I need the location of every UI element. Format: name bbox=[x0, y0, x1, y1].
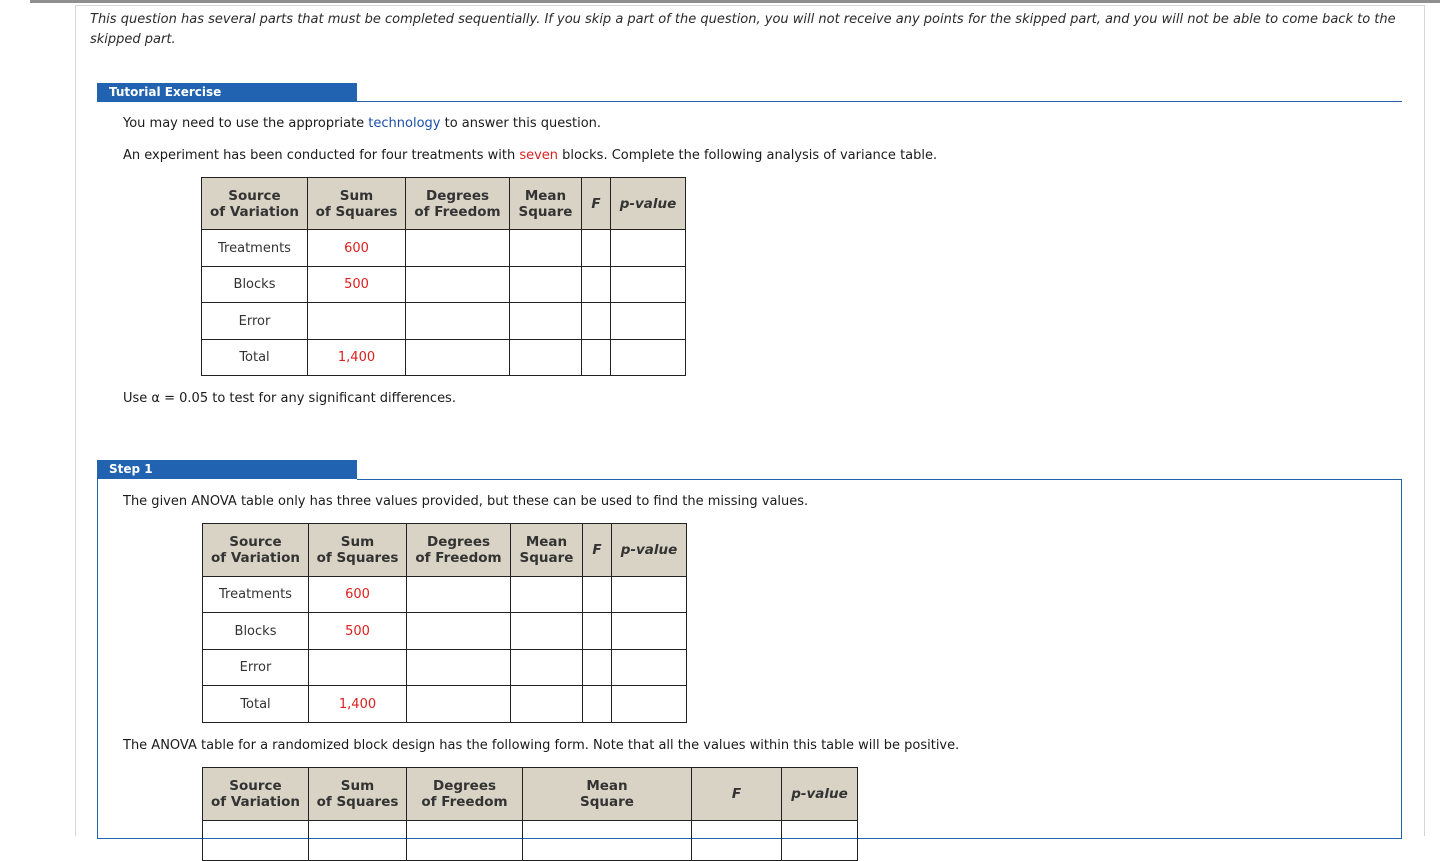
header-f: F bbox=[583, 524, 612, 577]
table-row bbox=[203, 821, 858, 861]
p-value-input[interactable] bbox=[611, 303, 686, 340]
problem-statement bbox=[123, 147, 937, 165]
row-source: Blocks bbox=[203, 613, 309, 650]
header-degrees-of-freedom: Degrees of Freedom bbox=[406, 178, 510, 230]
f-input[interactable] bbox=[583, 650, 612, 686]
ms-input[interactable] bbox=[510, 230, 582, 267]
problem-suffix: blocks. Complete the following analysis of variance table. bbox=[558, 148, 938, 163]
top-divider bbox=[30, 0, 1440, 3]
row-source: Treatments bbox=[202, 230, 308, 267]
row-ss: 600 bbox=[309, 577, 407, 613]
df-input[interactable] bbox=[407, 613, 511, 650]
row-ss: 600 bbox=[308, 230, 406, 267]
tutorial-exercise-tab: Tutorial Exercise bbox=[97, 83, 357, 102]
sequential-instructions: This question has several parts that must be completed sequentially. If you skip a part of the question, you will not receive any points for the skipped part, and you will not be able to come back to the skipped part. bbox=[90, 12, 1396, 47]
ms-input[interactable] bbox=[511, 577, 583, 613]
header-source: Source of Variation bbox=[202, 178, 308, 230]
row-ss: 1,400 bbox=[308, 340, 406, 376]
table-row bbox=[202, 303, 686, 340]
df-input[interactable] bbox=[406, 267, 510, 303]
f-input[interactable] bbox=[582, 303, 611, 340]
header-source: Source of Variation bbox=[203, 524, 309, 577]
table-row bbox=[202, 340, 686, 376]
technology-note-suffix: to answer this question. bbox=[440, 116, 602, 131]
p-value-input[interactable] bbox=[612, 577, 687, 613]
header-sum-of-squares: Sum of Squares bbox=[308, 178, 406, 230]
header-source: Source of Variation bbox=[203, 768, 309, 821]
blocks-count-highlight: seven bbox=[519, 148, 559, 163]
row-ss: 500 bbox=[309, 613, 407, 650]
ms-input[interactable] bbox=[510, 267, 582, 303]
table-row bbox=[202, 230, 686, 267]
technology-link[interactable]: technology bbox=[368, 116, 441, 131]
df-input[interactable] bbox=[406, 340, 510, 376]
header-sum-of-squares: Sum of Squares bbox=[309, 768, 407, 821]
f-input[interactable] bbox=[582, 267, 611, 303]
df-input[interactable] bbox=[407, 650, 511, 686]
header-p-value: p-value bbox=[612, 524, 687, 577]
f-input[interactable] bbox=[582, 230, 611, 267]
row-ss[interactable] bbox=[308, 303, 406, 340]
anova-table-tutorial bbox=[201, 177, 686, 376]
f-input[interactable] bbox=[583, 686, 612, 723]
row-ss: 500 bbox=[308, 267, 406, 303]
p-value-input[interactable] bbox=[611, 340, 686, 376]
ms-input[interactable] bbox=[511, 613, 583, 650]
header-p-value: p-value bbox=[611, 178, 686, 230]
technology-note bbox=[123, 115, 601, 133]
technology-note-prefix: You may need to use the appropriate bbox=[123, 116, 369, 131]
problem-prefix: An experiment has been conducted for four treatments with bbox=[123, 148, 520, 163]
header-f: F bbox=[692, 768, 782, 821]
row-source: Error bbox=[203, 650, 309, 686]
table-row bbox=[203, 686, 687, 723]
f-input[interactable] bbox=[583, 613, 612, 650]
header-mean-square: Mean Square bbox=[523, 768, 692, 821]
ms-input[interactable] bbox=[511, 650, 583, 686]
p-value-input[interactable] bbox=[612, 650, 687, 686]
row-ss: 1,400 bbox=[309, 686, 407, 723]
row-ss[interactable] bbox=[309, 650, 407, 686]
row-source: Total bbox=[202, 340, 308, 376]
table-row bbox=[203, 613, 687, 650]
anova-form-note: The ANOVA table for a randomized block design has the following form. Note that all the values within this table will be positive. bbox=[123, 738, 960, 753]
row-source: Total bbox=[203, 686, 309, 723]
header-degrees-of-freedom: Degrees of Freedom bbox=[407, 524, 511, 577]
p-value-input[interactable] bbox=[612, 686, 687, 723]
header-mean-square: Mean Square bbox=[510, 178, 582, 230]
table-row bbox=[202, 267, 686, 303]
header-degrees-of-freedom: Degrees of Freedom bbox=[407, 768, 523, 821]
anova-form-table bbox=[202, 767, 858, 861]
df-input[interactable] bbox=[407, 686, 511, 723]
table-row bbox=[203, 650, 687, 686]
header-f: F bbox=[582, 178, 611, 230]
anova-header-row bbox=[202, 178, 686, 230]
row-source: Blocks bbox=[202, 267, 308, 303]
ms-input[interactable] bbox=[510, 303, 582, 340]
anova-header-row bbox=[203, 524, 687, 577]
p-value-input[interactable] bbox=[611, 230, 686, 267]
header-p-value: p-value bbox=[782, 768, 858, 821]
step-1-tab: Step 1 bbox=[97, 460, 357, 479]
df-input[interactable] bbox=[407, 577, 511, 613]
f-input[interactable] bbox=[583, 577, 612, 613]
f-input[interactable] bbox=[582, 340, 611, 376]
row-source: Treatments bbox=[203, 577, 309, 613]
anova-table-step-1 bbox=[202, 523, 687, 723]
header-mean-square: Mean Square bbox=[511, 524, 583, 577]
header-sum-of-squares: Sum of Squares bbox=[309, 524, 407, 577]
df-input[interactable] bbox=[406, 303, 510, 340]
row-source: Error bbox=[202, 303, 308, 340]
ms-input[interactable] bbox=[511, 686, 583, 723]
tutorial-section-rule bbox=[357, 101, 1402, 102]
p-value-input[interactable] bbox=[612, 613, 687, 650]
p-value-input[interactable] bbox=[611, 267, 686, 303]
step-1-intro: The given ANOVA table only has three values provided, but these can be used to find the missing values. bbox=[123, 494, 809, 509]
table-row bbox=[203, 577, 687, 613]
alpha-statement: Use α = 0.05 to test for any significant differences. bbox=[123, 391, 456, 406]
df-input[interactable] bbox=[406, 230, 510, 267]
ms-input[interactable] bbox=[510, 340, 582, 376]
anova-header-row bbox=[203, 768, 858, 821]
